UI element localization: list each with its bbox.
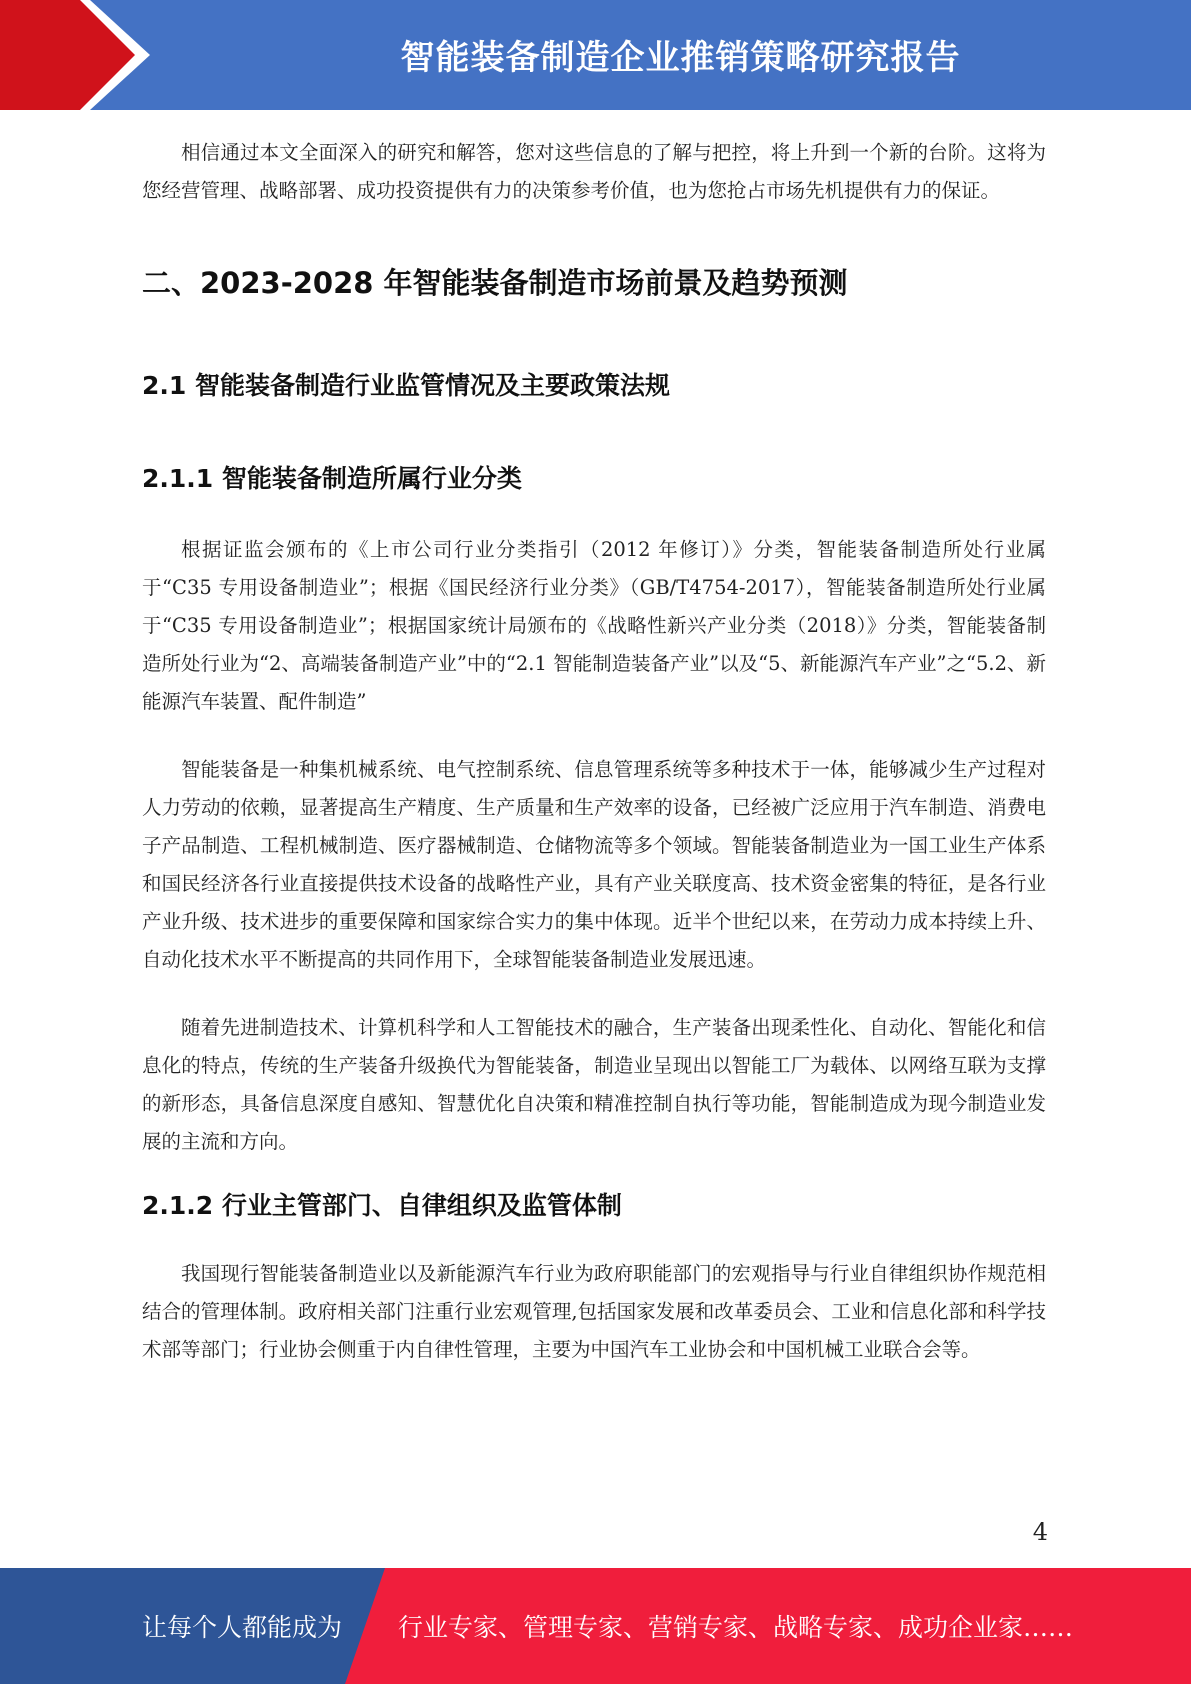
subsection-heading-2-1-2: 2.1.2 行业主管部门、自律组织及监管体制 (142, 1191, 622, 1220)
paragraph-intelligent-equipment: 智能装备是一种集机械系统、电气控制系统、信息管理系统等多种技术于一体，能够减少生产过程对人力劳动的依赖，显著提高生产精度、生产质量和生产效率的设备，已经被广泛应用于汽车制造、消费电子产品制造、工程机械制造、医疗器械制造、仓储物流等多个领域。智能装备制造业为一国工业生产体系和国民经济各行业直接提供技术设备的战略性产业，具有产业关联度高、技术资金密集的特征，是各行业产业升级、技术进步的重要保障和国家综合实力的集中体现。近半个世纪以来，在劳动力成本持续上升、自动化技术水平不断提高的共同作用下，全球智能装备制造业发展迅速。 (142, 758, 1046, 971)
paragraph-regulatory-system: 我国现行智能装备制造业以及新能源汽车行业为政府职能部门的宏观指导与行业自律组织协作规范相结合的管理体制。政府相关部门注重行业宏观管理,包括国家发展和改革委员会、工业和信息化部和科学技术部等部门；行业协会侧重于内自律性管理，主要为中国汽车工业协会和中国机械工业联合会等。 (142, 1262, 1046, 1361)
header-banner (0, 0, 1191, 110)
page-number: 4 (1032, 1518, 1048, 1546)
report-title: 智能装备制造企业推销策略研究报告 (400, 38, 961, 78)
page-content (142, 134, 1046, 1369)
intro-paragraph: 相信通过本文全面深入的研究和解答，您对这些信息的了解与把控，将上升到一个新的台阶。这将为您经营管理、战略部署、成功投资提供有力的决策参考价值，也为您抢占市场先机提供有力的保证。 (142, 141, 1046, 202)
footer-slogan-right: 行业专家、管理专家、营销专家、战略专家、成功企业家…… (398, 1613, 1074, 1642)
paragraph-manufacturing-trends: 随着先进制造技术、计算机科学和人工智能技术的融合，生产装备出现柔性化、自动化、智能化和信息化的特点，传统的生产装备升级换代为智能装备，制造业呈现出以智能工厂为载体、以网络互联为支撑的新形态，具备信息深度自感知、智慧优化自决策和精准控制自执行等功能，智能制造成为现今制造业发展的主流和方向。 (142, 1016, 1046, 1153)
paragraph-industry-classification: 根据证监会颁布的《上市公司行业分类指引（2012 年修订）》分类，智能装备制造所处行业属于“C35 专用设备制造业”；根据《国民经济行业分类》（GB/T4754-2017），智能装备制造所处行业属于“C35 专用设备制造业”；根据国家统计局颁布的《战略性新兴产业分类（2018）》分类，智能装备制造所处行业为“2、高端装备制造产业”中的“2.1 智能制造装备产业”以及“5、新能源汽车产业”之“5.2、新能源汽车装置、配件制造” (142, 538, 1046, 713)
subsection-heading-2-1-1: 2.1.1 智能装备制造所属行业分类 (142, 464, 522, 493)
subsection-heading-2-1: 2.1 智能装备制造行业监管情况及主要政策法规 (142, 371, 670, 400)
section-heading: 二、2023-2028 年智能装备制造市场前景及趋势预测 (142, 266, 848, 300)
footer-slogan-left: 让每个人都能成为 (142, 1613, 343, 1642)
footer-banner (0, 1568, 1191, 1684)
